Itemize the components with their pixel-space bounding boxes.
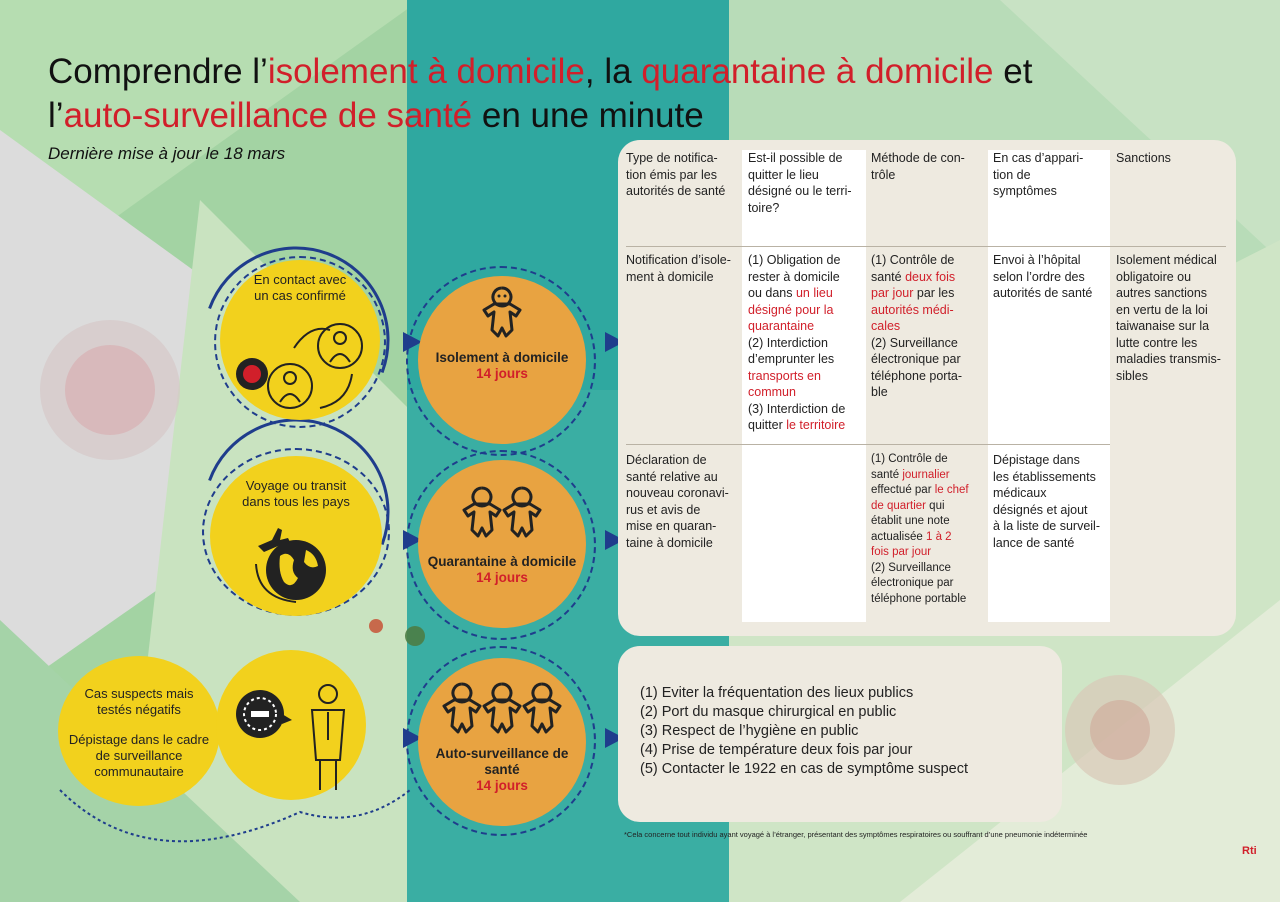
- footnote: *Cela concerne tout individu ayant voyagé à l’étranger, présentant des symptômes respiratoires ou souffrant d’une pneumonie indéterminée: [624, 830, 1088, 839]
- table-header-notification-type: Type de notifica- tion émis par les autorités de santé: [626, 151, 726, 198]
- title-highlight-self-monitoring: auto-surveillance de santé: [63, 96, 473, 135]
- travel-label: Voyage ou transit dans tous les pays: [242, 478, 350, 509]
- gingerbread-pair-icon: [458, 484, 548, 540]
- globe-plane-icon: [244, 520, 348, 604]
- list-item: (4) Prise de température deux fois par jour: [640, 742, 913, 758]
- title-part: et: [993, 52, 1033, 91]
- suspect-label: Cas suspects mais testés négatifs Dépistage dans le cadre de surveillance communautaire: [68, 686, 210, 779]
- title-part: en une minute: [472, 96, 704, 135]
- quarantine-label: Quarantaine à domicile 14 jours: [420, 554, 584, 586]
- self-monitoring-list: [640, 684, 968, 779]
- title-part: l’: [48, 96, 64, 135]
- contact-people-icon: [232, 318, 368, 414]
- list-item: (1) Eviter la fréquentation des lieux publics: [640, 685, 914, 701]
- table-cell-isolation-control: (1) Contrôle de santé deux fois par jour par les autorités médi- cales (2) Surveillance électronique par téléphone porta- ble: [871, 253, 963, 399]
- table-header-sanctions: Sanctions: [1116, 151, 1171, 165]
- table-cell-isolation-symptoms: Envoi à l’hôpital selon l’ordre des autorités de santé: [993, 253, 1093, 300]
- gingerbread-icon: [476, 284, 528, 340]
- title-part: , la: [584, 52, 642, 91]
- quarantine-days: 14 jours: [476, 570, 528, 585]
- table-header-symptoms: En cas d’appari- tion de symptômes: [993, 151, 1084, 198]
- title-part: Comprendre l’: [48, 52, 268, 91]
- person-negative-test-icon: [232, 680, 352, 792]
- page-subtitle: Dernière mise à jour le 18 mars: [48, 144, 286, 163]
- table-column-symptoms: [988, 150, 1110, 622]
- title-highlight-isolation: isolement à domicile: [267, 52, 585, 91]
- table-cell-quarantine-type: Déclaration de santé relative au nouveau coronavi- rus et avis de mise en quaran- taine à domicile: [626, 453, 729, 550]
- table-divider: [626, 444, 1110, 445]
- gingerbread-trio-icon: [440, 680, 564, 736]
- self-monitoring-days: 14 jours: [476, 778, 528, 793]
- list-item: (3) Respect de l’hygiène en public: [640, 723, 859, 739]
- table-header-control-method: Méthode de con- trôle: [871, 151, 965, 182]
- table-divider: [626, 246, 1226, 247]
- table-cell-sanctions: Isolement médical obligatoire ou autres sanctions en vertu de la loi taiwanaise sur la lutte contre les maladies transmis- sibles: [1116, 253, 1221, 383]
- list-item: (2) Port du masque chirurgical en public: [640, 704, 897, 720]
- table-cell-quarantine-symptoms: Dépistage dans les établissements médicaux désignés et ajout à la liste de surveil- lance de santé: [993, 453, 1100, 550]
- contact-label: En contact avec un cas confirmé: [253, 272, 347, 303]
- title-highlight-quarantine: quarantaine à domicile: [641, 52, 994, 91]
- isolation-days: 14 jours: [476, 366, 528, 381]
- table-cell-isolation-type: Notification d’isole- ment à domicile: [626, 253, 731, 284]
- table-header-can-leave: Est-il possible de quitter le lieu désigné ou le terri- toire?: [748, 151, 852, 215]
- table-cell-isolation-leave: (1) Obligation de rester à domicile ou dans un lieu désigné pour la quarantaine (2) Interdiction d’emprunter les transports en commun (3) Interdiction de quitter le territoire: [748, 253, 846, 432]
- self-monitoring-label: Auto-surveillance de santé 14 jours: [420, 746, 584, 794]
- list-item: (5) Contacter le 1922 en cas de symptôme suspect: [640, 761, 969, 777]
- isolation-label: Isolement à domicile 14 jours: [420, 350, 584, 382]
- rti-logo: Rti: [1242, 845, 1257, 857]
- table-cell-quarantine-control: (1) Contrôle de santé journalier effectué par le chef de quartier qui établit une note actualisée 1 à 2 fois par jour (2) Surveillance électronique par téléphone portable: [871, 453, 969, 605]
